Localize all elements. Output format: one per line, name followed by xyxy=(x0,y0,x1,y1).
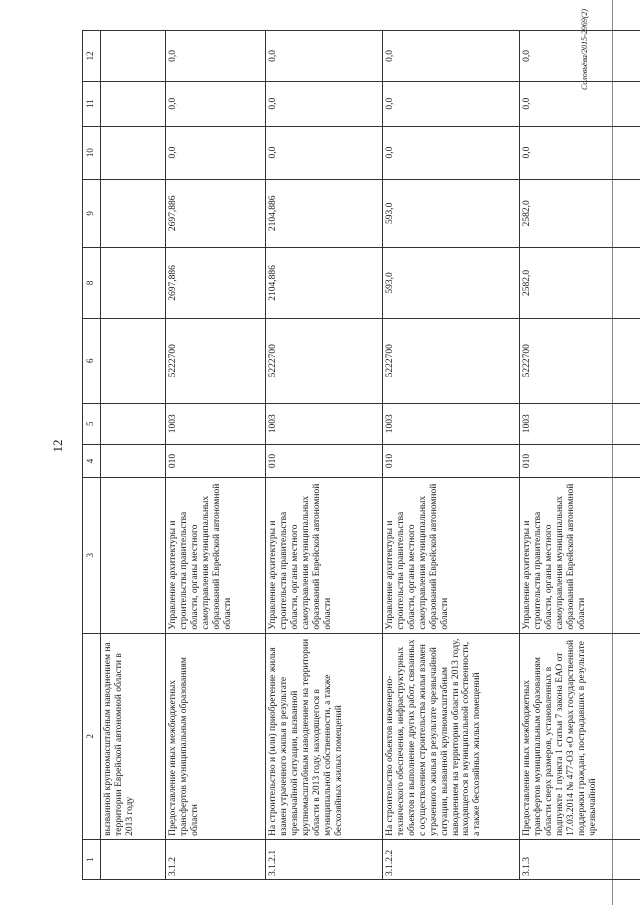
cell-col-10 xyxy=(101,126,166,179)
row-number xyxy=(101,839,166,879)
col-header-12: 12 xyxy=(83,31,101,82)
cell-col-11: 0,0 xyxy=(266,81,383,126)
cell-col-4: 010 xyxy=(520,444,640,477)
cell-col-11 xyxy=(101,81,166,126)
cell-col-5 xyxy=(101,403,166,444)
cell-col-8: 2697,886 xyxy=(166,248,266,319)
header-row xyxy=(83,31,101,880)
row-number: 3.1.3 xyxy=(520,839,640,879)
cell-col-6: 5222700 xyxy=(383,318,520,403)
table-row xyxy=(101,31,166,880)
row-organization: Управление архитектуры и строительства правительства области, органы местного самоуправления муниципальных образований Еврейской автономной области xyxy=(266,477,383,633)
col-header-8: 8 xyxy=(83,248,101,319)
row-organization: Управление архитектуры и строительства правительства области, органы местного самоуправления муниципальных образований Еврейской автономной области xyxy=(520,477,640,633)
cell-col-10: 0,0 xyxy=(266,126,383,179)
cell-col-11: 0,0 xyxy=(383,81,520,126)
cell-col-4: 010 xyxy=(383,444,520,477)
cell-col-5: 1003 xyxy=(166,403,266,444)
cell-col-12: 0,0 xyxy=(166,31,266,82)
cell-col-10: 0,0 xyxy=(520,126,640,179)
cell-col-11: 0,0 xyxy=(166,81,266,126)
cell-col-4 xyxy=(101,444,166,477)
col-header-2: 2 xyxy=(83,633,101,839)
cell-col-8 xyxy=(101,248,166,319)
cell-col-4: 010 xyxy=(166,444,266,477)
cell-col-4: 010 xyxy=(266,444,383,477)
col-header-11: 11 xyxy=(83,81,101,126)
cell-col-10: 0,0 xyxy=(166,126,266,179)
row-name: вызванной крупномасштабным наводнением на территории Еврейской автономной области в 2013 году xyxy=(101,633,166,839)
cell-col-5: 1003 xyxy=(520,403,640,444)
row-name: Предоставление иных межбюджетных трансфертов муниципальным образованиям области сверх размеров, установленных в подпункте 1 пункта 1 статьи 7 закона ЕАО от 17.03.2014 № 477-ОЗ «О мерах государственной поддержки граждан, пострадавших в результате чрезвычайной xyxy=(520,633,640,839)
col-header-4: 4 xyxy=(83,444,101,477)
document-footer: Соловьёва/2015-2969(2) xyxy=(580,8,589,90)
row-number: 3.1.2 xyxy=(166,839,266,879)
cell-col-12: 0,0 xyxy=(266,31,383,82)
col-header-5: 5 xyxy=(83,403,101,444)
row-organization: Управление архитектуры и строительства правительства области, органы местного самоуправления муниципальных образований Еврейской автономной области xyxy=(383,477,520,633)
cell-col-8: 2582,0 xyxy=(520,248,640,319)
row-organization: Управление архитектуры и строительства правительства области, органы местного самоуправления муниципальных образований Еврейской автономной области xyxy=(166,477,266,633)
cell-col-10: 0,0 xyxy=(383,126,520,179)
row-organization xyxy=(101,477,166,633)
row-name: Предоставление иных межбюджетных трансфертов муниципальным образованиям области xyxy=(166,633,266,839)
col-header-9: 9 xyxy=(83,179,101,247)
cell-col-5: 1003 xyxy=(266,403,383,444)
page-number: 12 xyxy=(50,439,65,453)
cell-col-9 xyxy=(101,179,166,247)
cell-col-6 xyxy=(101,318,166,403)
cell-col-12: 0,0 xyxy=(520,31,640,82)
cell-col-9: 2697,886 xyxy=(166,179,266,247)
budget-table xyxy=(82,30,640,880)
row-name: На строительство и (или) приобретение жилья взамен утраченного жилья в результате чрезвычайной ситуации, вызванной крупномасштабным наводнением на территории области в 2013 году, находящегося в муниципальной собственности, а также бесхозяйных жилых помещений xyxy=(266,633,383,839)
cell-col-5: 1003 xyxy=(383,403,520,444)
table-row xyxy=(266,31,383,880)
row-number: 3.1.2.1 xyxy=(266,839,383,879)
cell-col-11: 0,0 xyxy=(520,81,640,126)
row-name: На строительство объектов инженерно-технического обеспечения, инфраструктурных объектов и выполнение других работ, связанных с осуществлением строительства жилья взамен утраченного жилья в результате чрезвычайной ситуации, вызванной крупномасштабным наводнением на территории области в 2013 году, находящегося в муниципальной собственности, а также бесхозяйных жилых помещений xyxy=(383,633,520,839)
table-row xyxy=(166,31,266,880)
cell-col-6: 5222700 xyxy=(266,318,383,403)
cell-col-6: 5222700 xyxy=(166,318,266,403)
table-row xyxy=(520,31,640,880)
table-row xyxy=(383,31,520,880)
cell-col-9: 2582,0 xyxy=(520,179,640,247)
col-header-10: 10 xyxy=(83,126,101,179)
col-header-1: 1 xyxy=(83,839,101,879)
col-header-3: 3 xyxy=(83,477,101,633)
cell-col-8: 593,0 xyxy=(383,248,520,319)
cell-col-9: 2104,886 xyxy=(266,179,383,247)
cell-col-12 xyxy=(101,31,166,82)
cell-col-9: 593,0 xyxy=(383,179,520,247)
cell-col-12: 0,0 xyxy=(383,31,520,82)
cell-col-6: 5222700 xyxy=(520,318,640,403)
cell-col-8: 2104,886 xyxy=(266,248,383,319)
col-header-6: 6 xyxy=(83,318,101,403)
row-number: 3.1.2.2 xyxy=(383,839,520,879)
